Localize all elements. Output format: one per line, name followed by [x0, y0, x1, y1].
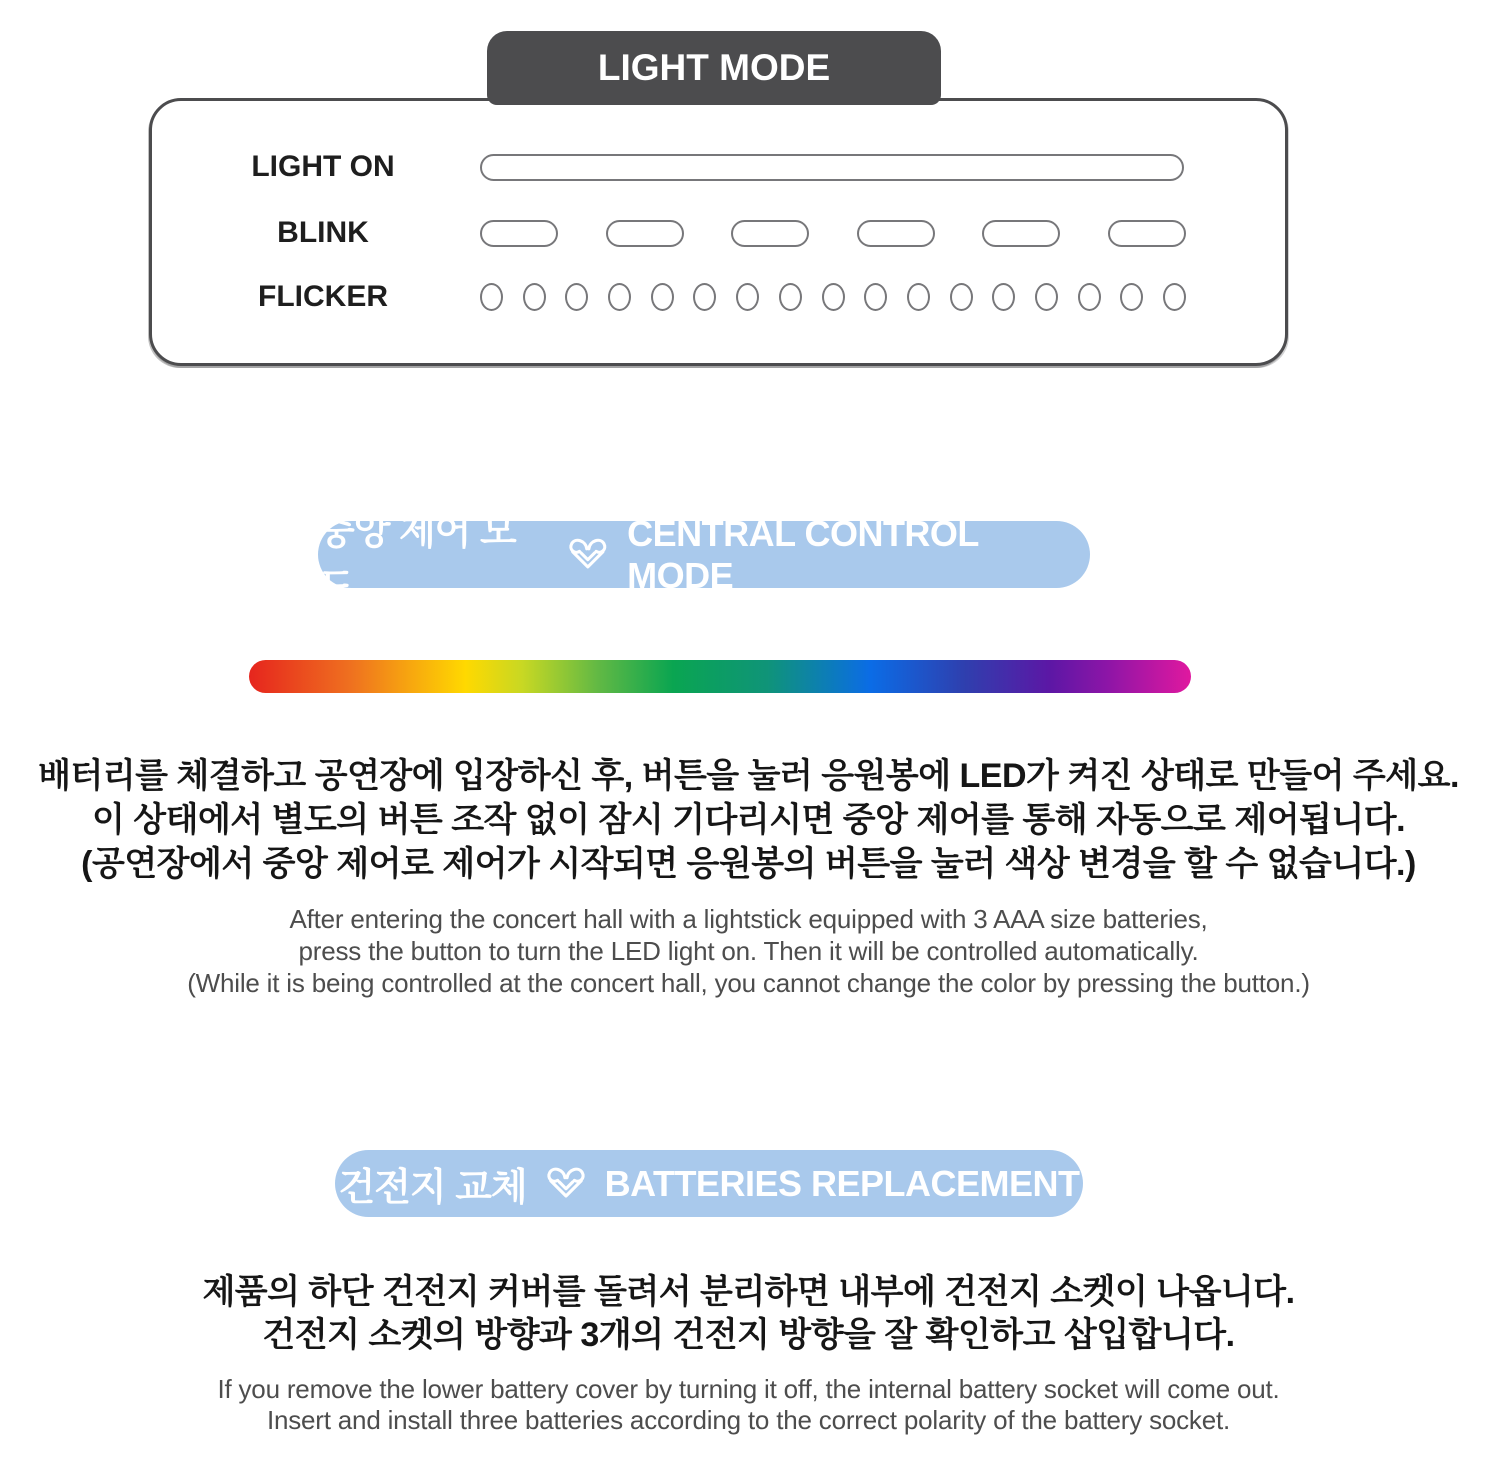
central-control-banner-korean: 중앙 제어 모드	[318, 510, 516, 608]
flicker-label: FLICKER	[258, 280, 388, 313]
blink-pill	[480, 220, 558, 247]
light-on-label: LIGHT ON	[251, 150, 395, 183]
korean-text-line: 제품의 하단 건전지 커버를 돌려서 분리하면 내부에 건전지 소켓이 나옵니다.	[202, 1273, 1295, 1311]
flicker-dot	[864, 283, 887, 311]
batteries-english-text	[0, 1374, 1497, 1436]
light-mode-tab-label: LIGHT MODE	[597, 47, 831, 88]
english-text-line: press the button to turn the LED light on. Then it will be controlled automatically.	[298, 936, 1199, 966]
flicker-dot	[822, 283, 845, 311]
interlocking-heart-icon	[565, 534, 611, 576]
flicker-dot	[523, 283, 546, 311]
flicker-dot	[1078, 283, 1101, 311]
blink-pill	[731, 220, 809, 247]
blink-pill	[982, 220, 1060, 247]
light-mode-panel	[149, 98, 1288, 366]
flicker-dot	[1120, 283, 1143, 311]
flicker-dot	[736, 283, 759, 311]
flicker-dot	[950, 283, 973, 311]
flicker-dot	[1163, 283, 1186, 311]
batteries-banner-english: BATTERIES REPLACEMENT	[604, 1162, 1080, 1204]
rainbow-gradient-bar	[249, 660, 1191, 693]
batteries-replacement-banner	[335, 1150, 1083, 1217]
light-on-shape-row	[480, 154, 1186, 181]
english-text-line: If you remove the lower battery cover by turning it off, the internal battery socket will come out.	[217, 1374, 1280, 1404]
blink-pill	[857, 220, 935, 247]
central-control-korean-text	[0, 754, 1497, 886]
light-mode-tab	[487, 31, 941, 105]
flicker-dot-row	[480, 283, 1186, 311]
central-control-banner	[318, 510, 1090, 608]
blink-label: BLINK	[277, 216, 369, 249]
flicker-dot	[907, 283, 930, 311]
flicker-dot	[992, 283, 1015, 311]
batteries-banner-korean: 건전지 교체	[338, 1167, 527, 1209]
batteries-korean-text	[0, 1271, 1497, 1357]
central-control-english-text	[0, 903, 1497, 999]
flicker-dot	[651, 283, 674, 311]
central-control-banner-english: CENTRAL CONTROL MODE	[627, 512, 979, 596]
flicker-dot	[693, 283, 716, 311]
korean-text-line: 배터리를 체결하고 공연장에 입장하신 후, 버튼을 눌러 응원봉에 LED가 켜진 상태로 만들어 주세요.	[38, 757, 1459, 795]
flicker-dot	[1035, 283, 1058, 311]
blink-pill	[1108, 220, 1186, 247]
flicker-dot	[480, 283, 503, 311]
flicker-dot	[565, 283, 588, 311]
blink-pill	[606, 220, 684, 247]
korean-text-line: 건전지 소켓의 방향과 3개의 건전지 방향을 잘 확인하고 삽입합니다.	[262, 1316, 1235, 1354]
interlocking-heart-icon	[543, 1163, 589, 1205]
light-on-bar	[480, 154, 1184, 181]
flicker-dot	[779, 283, 802, 311]
korean-text-line: 이 상태에서 별도의 버튼 조작 없이 잠시 기다리시면 중앙 제어를 통해 자동으로 제어됩니다.	[91, 801, 1406, 839]
blink-pill-row	[480, 220, 1186, 247]
english-text-line: Insert and install three batteries according to the correct polarity of the battery socket.	[266, 1405, 1231, 1435]
english-text-line: (While it is being controlled at the concert hall, you cannot change the color by pressing the button.)	[187, 968, 1310, 998]
english-text-line: After entering the concert hall with a lightstick equipped with 3 AAA size batteries,	[289, 904, 1208, 934]
flicker-dot	[608, 283, 631, 311]
korean-text-line: (공연장에서 중앙 제어로 제어가 시작되면 응원봉의 버튼을 눌러 색상 변경을 할 수 없습니다.)	[81, 845, 1416, 883]
